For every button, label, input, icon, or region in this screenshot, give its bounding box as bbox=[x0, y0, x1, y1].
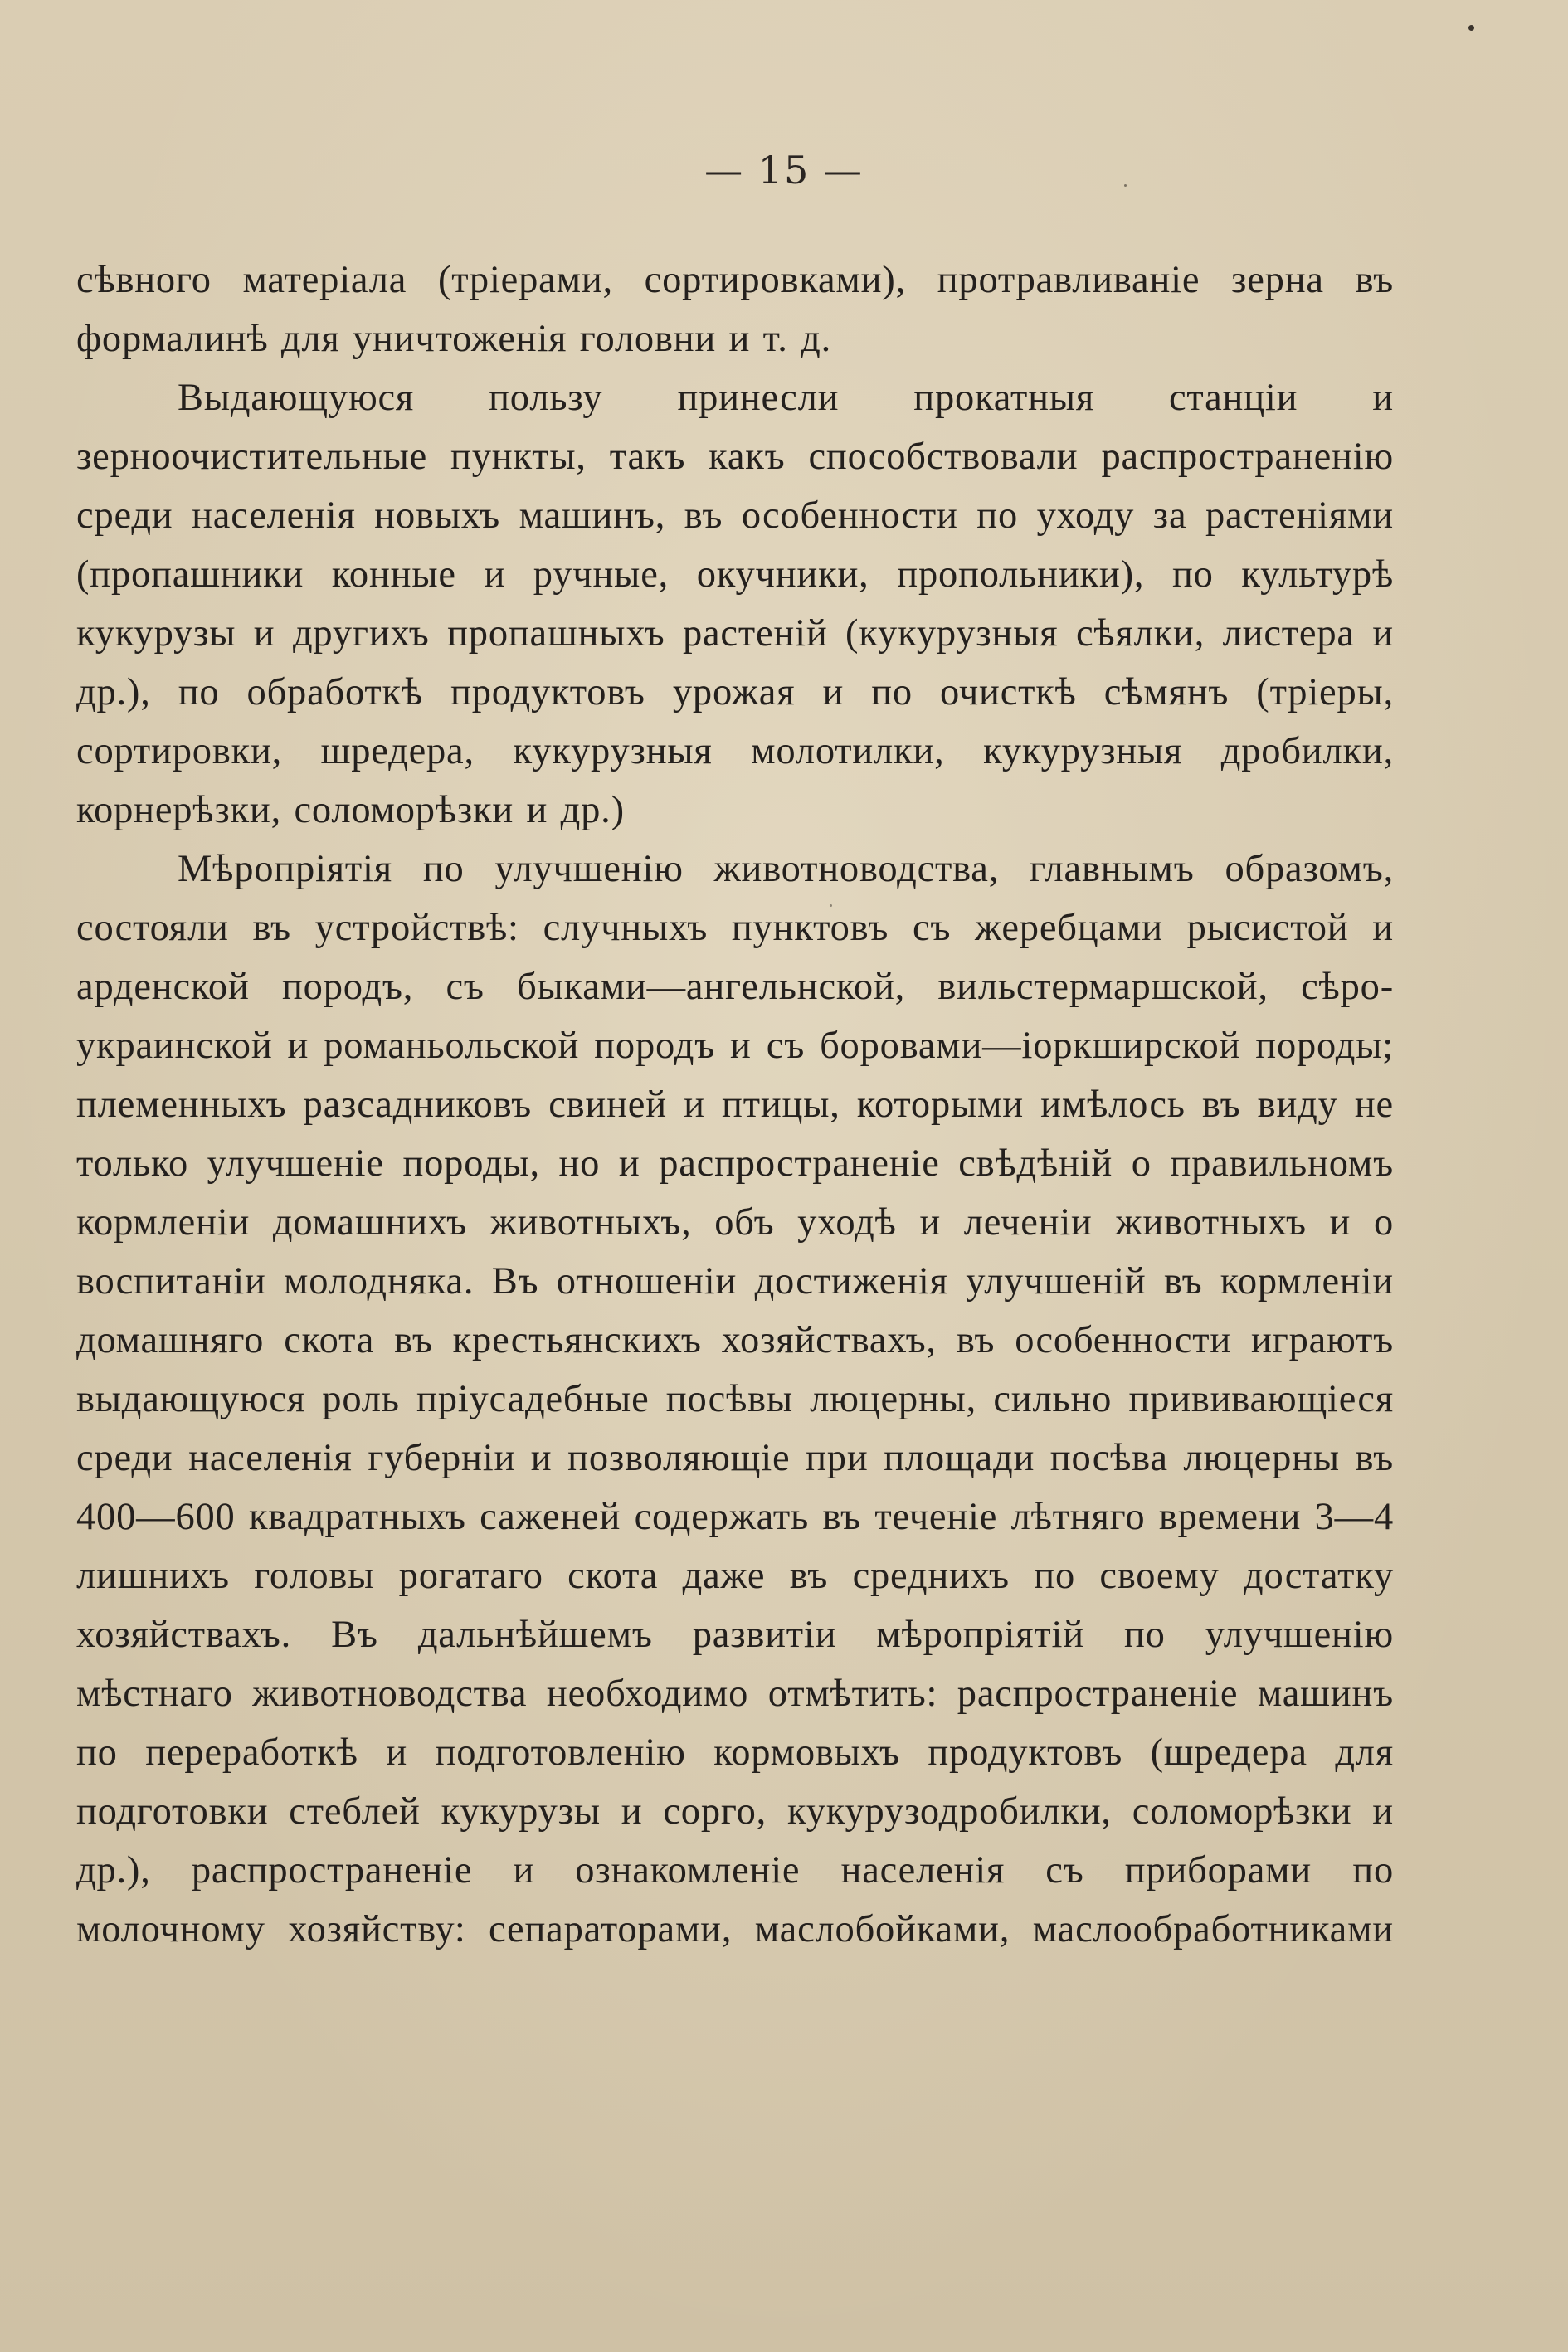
paragraph-seed-material: сѣвного матеріала (тріерами, сортировками), протравливаніе зерна въ формалинѣ для уничтоженія головни и т. д. bbox=[76, 259, 1394, 360]
paper-speck bbox=[1124, 184, 1127, 187]
body-text bbox=[76, 251, 1394, 1959]
paper-speck bbox=[1468, 25, 1474, 31]
paragraph-livestock-measures: Мѣропріятія по улучшенію животноводства, главнымъ образомъ, состояли въ устройствѣ: случныхъ пунктовъ съ жеребцами рысистой и арденской породъ, съ быками—ангельнской, вильстермаршской, сѣро-украинской и романьольской породъ и съ боровами—іоркширской породы; племенныхъ разсадниковъ свиней и птицы, которыми имѣлось въ виду не только улучшеніе породы, но и распространеніе свѣдѣній о правильномъ кормленіи домашнихъ животныхъ, объ уходѣ и леченіи животныхъ и о воспитаніи молодняка. Въ отношеніи достиженія улучшеній въ кормленіи домашняго скота въ крестьянскихъ хозяйствахъ, въ особенности играютъ выдающуюся роль пріусадебные посѣвы люцерны, сильно прививающіеся среди населенія губерніи и позволяющіе при площади посѣва люцерны въ 400—600 квадратныхъ саженей содержать въ теченіе лѣтняго времени 3—4 лишнихъ головы рогатаго скота даже въ среднихъ по своему достатку хозяйствахъ. Въ дальнѣйшемъ развитіи мѣропріятій по улучшенію мѣстнаго животноводства необходимо отмѣтить: распространеніе машинъ по переработкѣ и подготовленію кормовыхъ продуктовъ (шредера для подготовки стеблей кукурузы и сорго, кукурузодробилки, соломорѣзки и др.), распространеніе и ознакомленіе населенія съ приборами по молочному хозяйству: сепараторами, маслобойками, маслообработниками bbox=[76, 848, 1394, 1950]
paper-speck bbox=[830, 904, 832, 907]
page-number: — 15 — bbox=[704, 148, 864, 192]
paragraph-rental-stations: Выдающуюся пользу принесли прокатныя станціи и зерноочистительные пункты, такъ какъ способствовали распространенію среди населенія новыхъ машинъ, въ особенности по уходу за растеніями (пропашники конные и ручные, окучники, пропольники), по культурѣ кукурузы и другихъ пропашныхъ растеній (кукурузныя сѣялки, листера и др.), по обработкѣ продуктовъ урожая и по очисткѣ сѣмянъ (тріеры, сортировки, шредера, кукурузныя молотилки, кукурузныя дробилки, корнерѣзки, соломорѣзки и др.) bbox=[76, 377, 1394, 831]
